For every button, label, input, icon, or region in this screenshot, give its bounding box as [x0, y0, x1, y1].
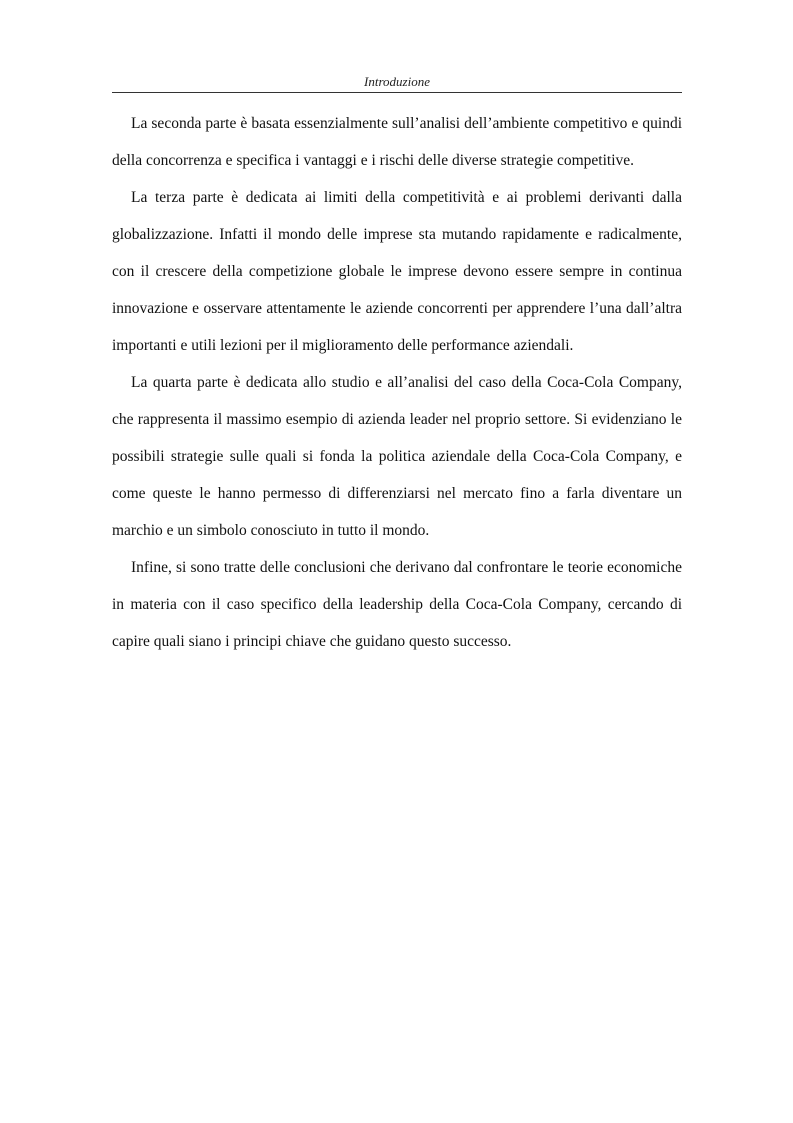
paragraph-fourth-part: La quarta parte è dedicata allo studio e all’analisi del caso della Coca-Cola Company, che rappresenta il massimo esempio di azienda leader nel proprio settore. Si evidenziano le possibili strategie sulle quali si fonda la politica aziendale della Coca-Cola Company, e come queste le hanno permesso di differenziarsi nel mercato fino a farla diventare un marchio e un simbolo conosciuto in tutto il mondo.	[112, 374, 682, 539]
body-text	[112, 105, 682, 660]
paragraph-conclusions: Infine, si sono tratte delle conclusioni che derivano dal confrontare le teorie economiche in materia con il caso specifico della leadership della Coca-Cola Company, cercando di capire quali siano i principi chiave che guidano questo successo.	[112, 559, 682, 650]
running-header-title: Introduzione	[364, 74, 430, 89]
paragraph-second-part: La seconda parte è basata essenzialmente sull’analisi dell’ambiente competitivo e quindi della concorrenza e specifica i vantaggi e i rischi delle diverse strategie competitive.	[112, 115, 682, 169]
paragraph-third-part: La terza parte è dedicata ai limiti della competitività e ai problemi derivanti dalla globalizzazione. Infatti il mondo delle imprese sta mutando rapidamente e radicalmente, con il crescere della competizione globale le imprese devono essere sempre in continua innovazione e osservare attentamente le aziende concorrenti per apprendere l’una dall’altra importanti e utili lezioni per il miglioramento delle performance aziendali.	[112, 189, 682, 354]
header-rule	[112, 92, 682, 93]
